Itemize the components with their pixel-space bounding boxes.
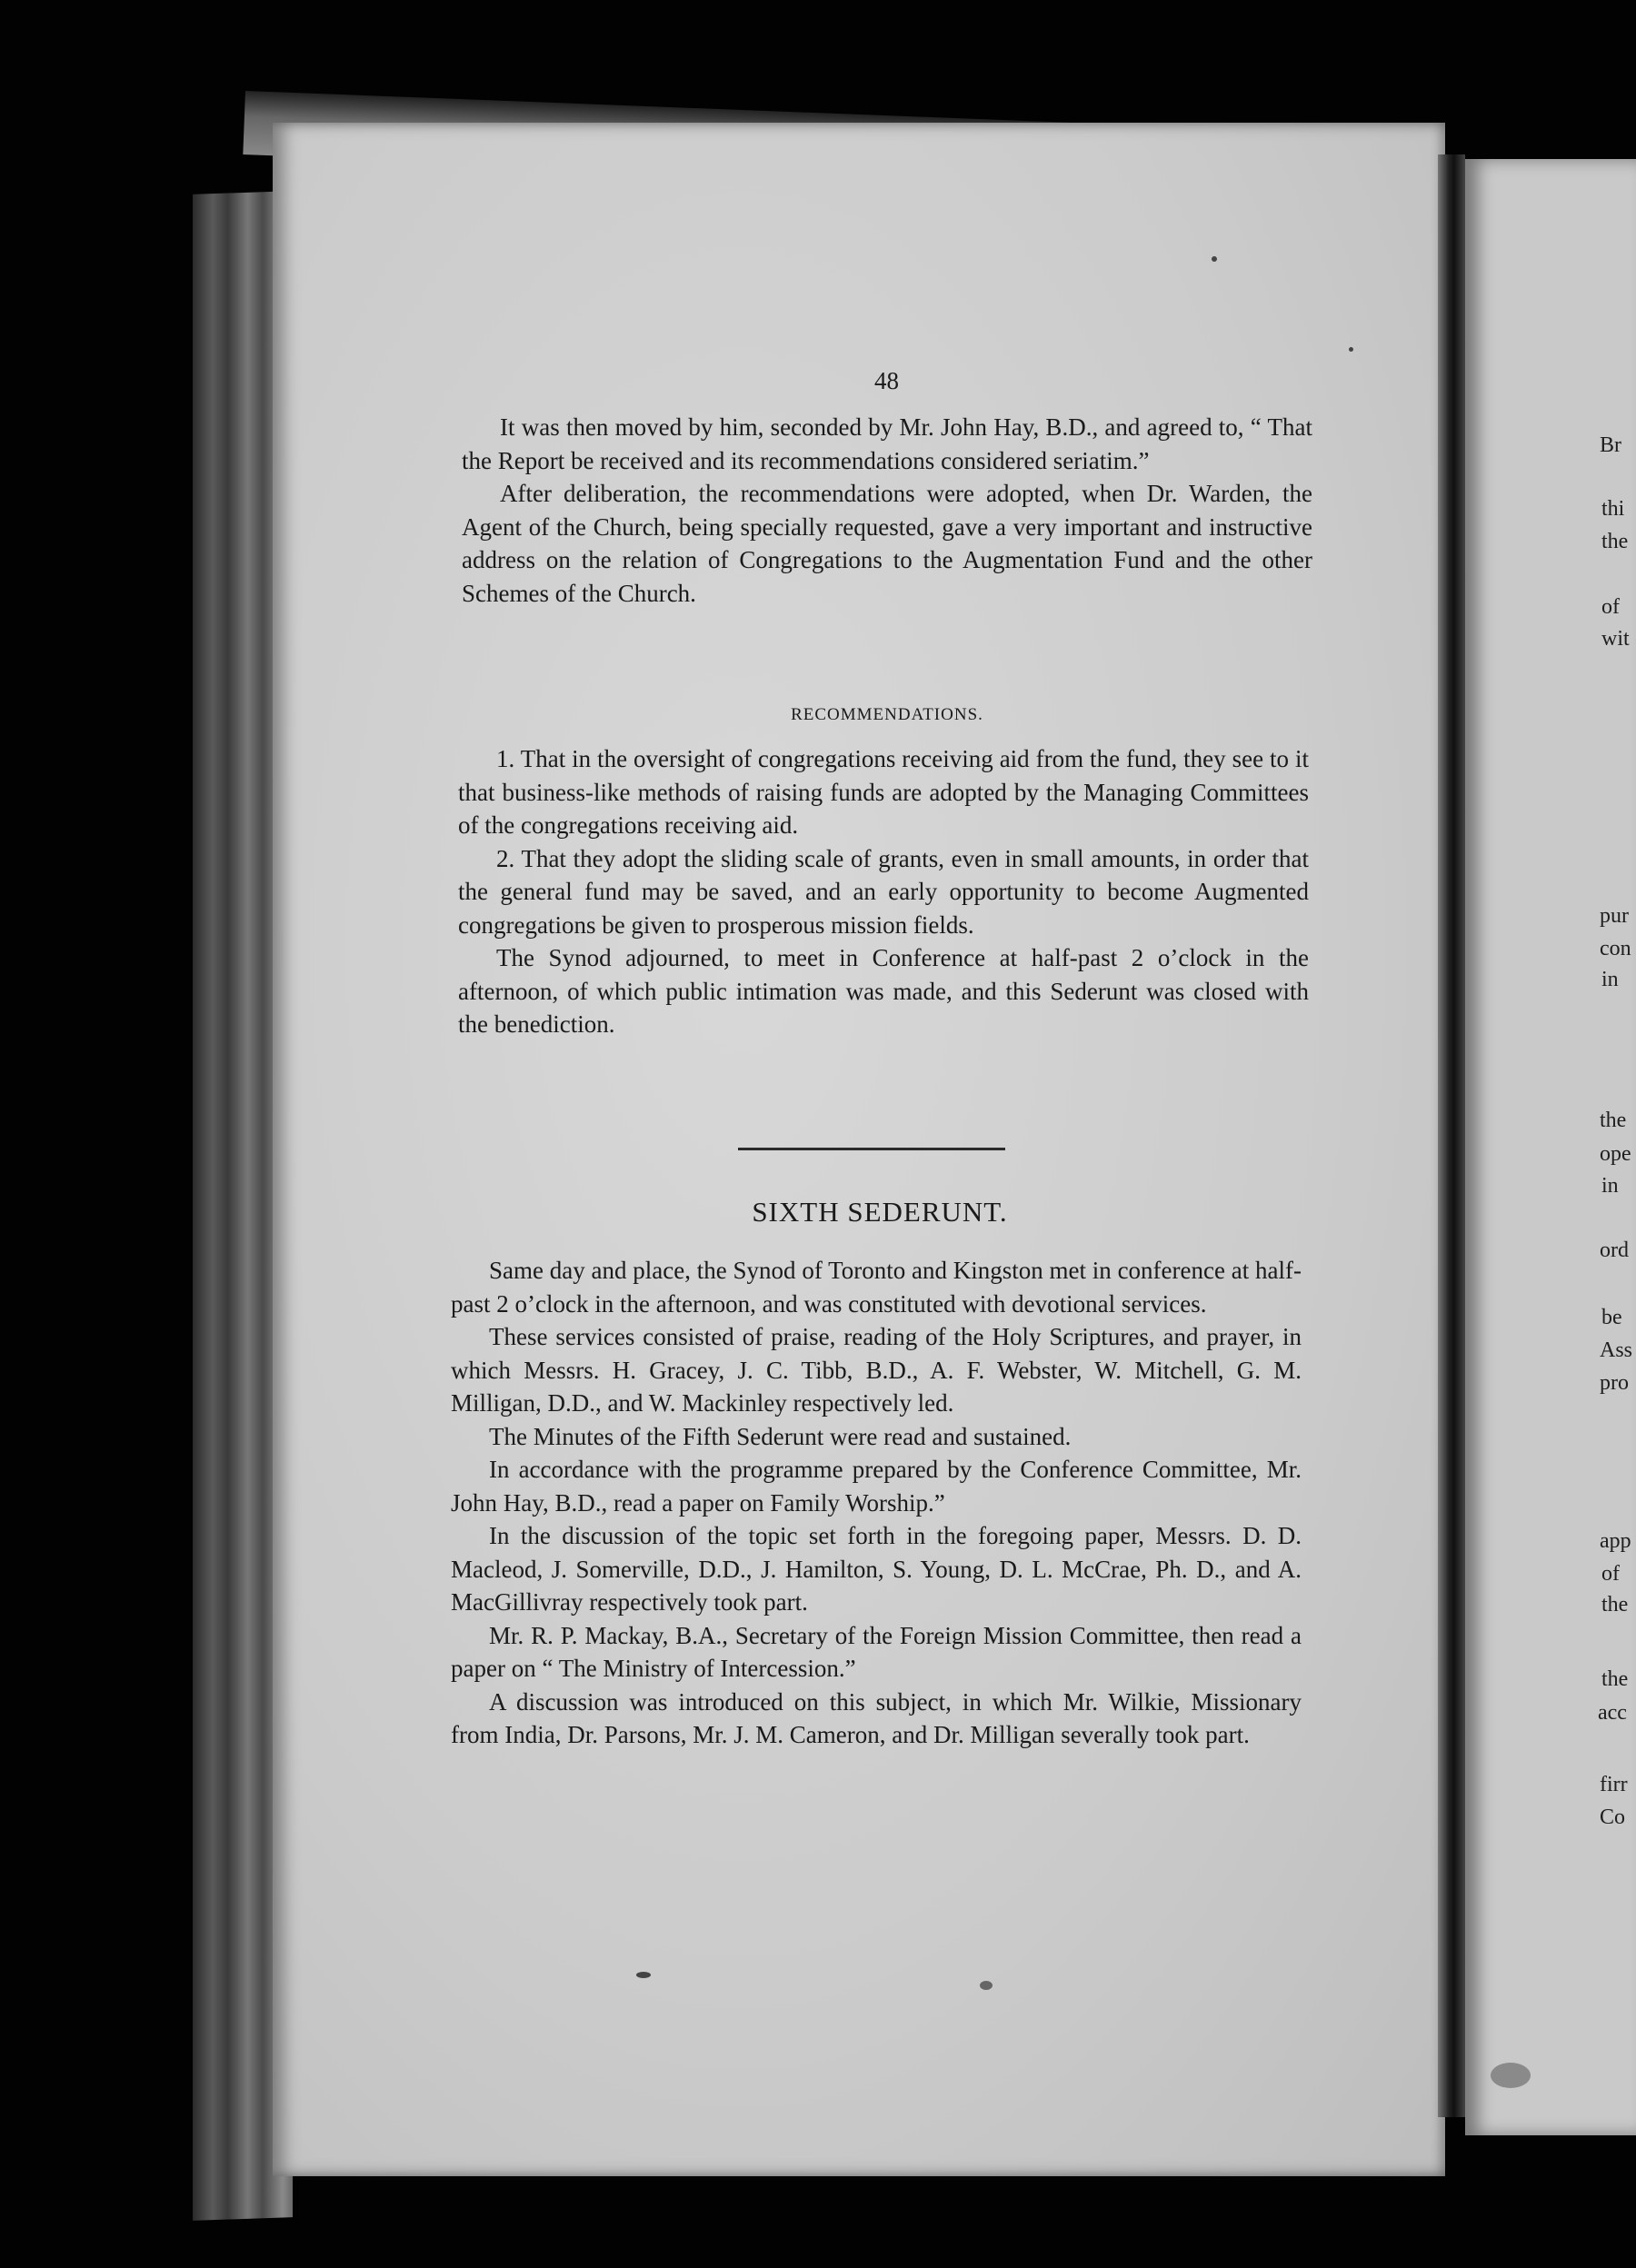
paragraph: In accordance with the programme prepared by the Conference Committee, Mr. John Hay, B.D., read a paper on Family Worship.” <box>451 1456 1302 1517</box>
section-divider <box>738 1148 1005 1150</box>
facing-fragment: the <box>1600 1109 1627 1132</box>
facing-fragment: ord <box>1600 1238 1629 1262</box>
facing-fragment: the <box>1601 1667 1629 1691</box>
paragraph: In the discussion of the topic set forth in the foregoing paper, Messrs. D. D. Macleod, J. Somerville, D.D., J. Hamilton, S. Young, D. L. McCrae, Ph. D., and A. MacGillivray respectively took part. <box>451 1522 1302 1616</box>
facing-fragment: in <box>1601 968 1619 991</box>
paragraph: The Synod adjourned, to meet in Conference at half-past 2 o’clock in the afternoon, of which public intimation was made, and this Sederunt was closed with the benediction. <box>458 944 1309 1038</box>
facing-fragment: Co <box>1600 1805 1626 1829</box>
facing-fragment: of <box>1601 1562 1620 1586</box>
paragraph: Same day and place, the Synod of Toronto and Kingston met in conference at half-past 2 o’clock in the afternoon, and was constituted with devotional services. <box>451 1257 1302 1318</box>
facing-fragment: acc <box>1598 1701 1627 1725</box>
facing-fragment: Br <box>1600 433 1621 457</box>
facing-fragment: thi <box>1601 497 1625 521</box>
sederunt-text-block <box>451 1254 1302 1752</box>
facing-fragment: of <box>1601 595 1620 619</box>
facing-fragment: wit <box>1601 627 1630 651</box>
recommendations-heading: RECOMMENDATIONS. <box>791 705 983 724</box>
section-heading: SIXTH SEDERUNT. <box>752 1196 1008 1228</box>
paragraph: After deliberation, the recommendations were adopted, when Dr. Warden, the Agent of the Church, being specially requested, gave a very important and instructive address on the relation of Congregations to the Augmentation Fund and the other Schemes of the Church. <box>462 480 1312 607</box>
paragraph: A discussion was introduced on this subject, in which Mr. Wilkie, Missionary from India, Dr. Parsons, Mr. J. M. Cameron, and Dr. Milligan severally took part. <box>451 1687 1302 1748</box>
scan-speck <box>1349 347 1353 352</box>
scan-speck <box>1491 2063 1531 2088</box>
scan-speck <box>980 1981 993 1990</box>
scan-speck <box>636 1972 651 1978</box>
paragraph: These services consisted of praise, reading of the Holy Scriptures, and prayer, in which Messrs. H. Gracey, J. C. Tibb, B.D., A. F. Webster, W. Mitchell, G. M. Milligan, D.D., and W. Mackinley respectively led. <box>451 1323 1302 1417</box>
facing-fragment: ope <box>1600 1142 1631 1166</box>
opening-text-block <box>462 411 1312 610</box>
scan-speck <box>1212 256 1217 262</box>
paragraph: Mr. R. P. Mackay, B.A., Secretary of the Foreign Mission Committee, then read a paper on “ The Ministry of Intercession.” <box>451 1621 1302 1682</box>
paragraph: It was then moved by him, seconded by Mr. John Hay, B.D., and agreed to, “ That the Report be received and its recommendations considered seriatim.” <box>462 413 1312 474</box>
book-gutter <box>1438 154 1465 2117</box>
facing-fragment: firr <box>1600 1773 1628 1796</box>
facing-fragment: be <box>1601 1306 1622 1329</box>
facing-fragment: the <box>1601 530 1629 553</box>
recommendation-item: 2. That they adopt the sliding scale of grants, even in small amounts, in order that the general fund may be saved, and an early opportunity to become Augmented congregations be given to prosperous mission fields. <box>458 844 1309 939</box>
facing-page <box>1465 159 1636 2135</box>
facing-fragment: pro <box>1600 1371 1629 1395</box>
facing-fragment: con <box>1600 937 1631 960</box>
facing-fragment: app <box>1600 1529 1631 1553</box>
facing-fragment: in <box>1601 1174 1619 1198</box>
facing-fragment: Ass <box>1600 1338 1633 1362</box>
paragraph: The Minutes of the Fifth Sederunt were read and sustained. <box>489 1422 1072 1450</box>
facing-fragment: pur <box>1600 904 1629 928</box>
page-number: 48 <box>874 367 899 394</box>
facing-fragment: the <box>1601 1593 1629 1616</box>
recommendations-block <box>458 742 1309 1041</box>
recommendation-item: 1. That in the oversight of congregations receiving aid from the fund, they see to it that business-like methods of raising funds are adopted by the Managing Committees of the congregations receiving aid. <box>458 745 1309 839</box>
